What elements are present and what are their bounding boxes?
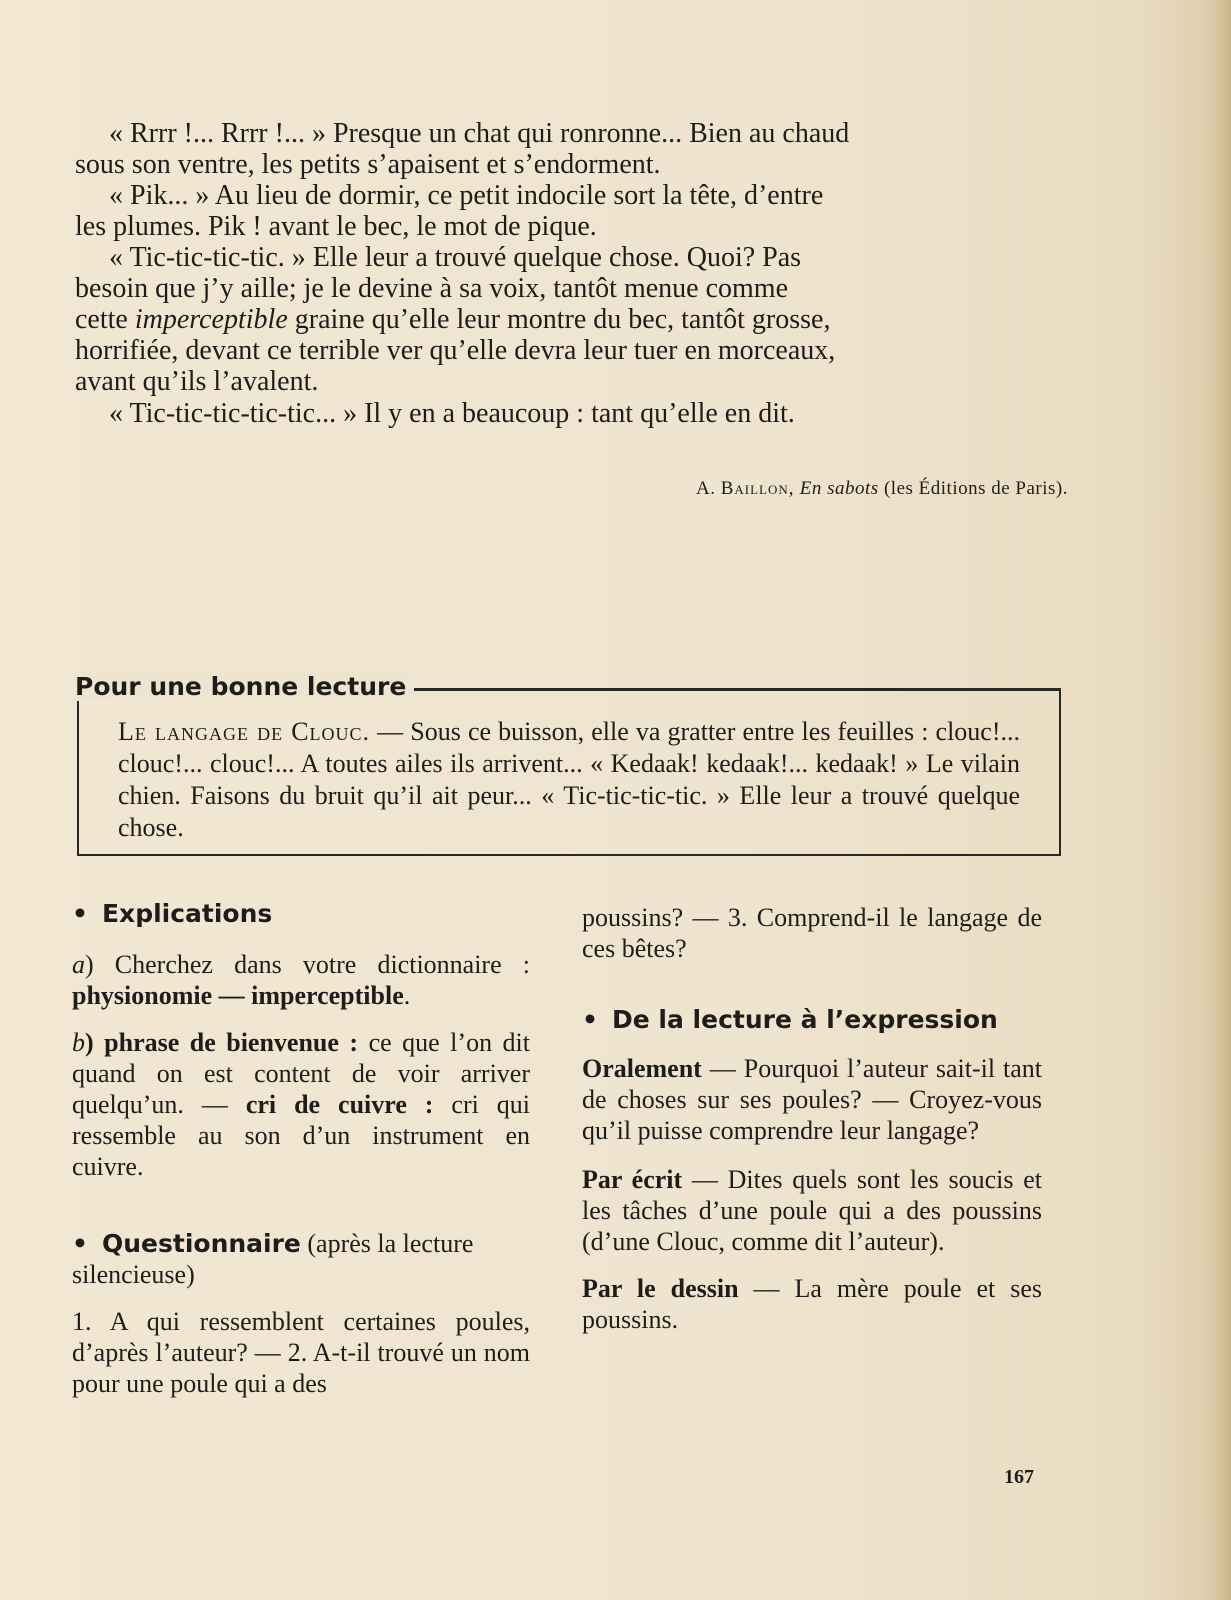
explications-title: • Explications xyxy=(72,899,273,928)
left-column xyxy=(72,898,530,1399)
questionnaire-text-continued: poussins? — 3. Comprend-il le langage de ces bêtes? xyxy=(582,903,1042,963)
questionnaire-heading: • Questionnaire (après la lecture silencieuse) xyxy=(72,1229,474,1289)
expression-oral: Oralement — Pourquoi l’auteur sait-il tant de choses sur ses poules? — Croyez-vous qu’il puisse comprendre leur langage? xyxy=(582,1054,1042,1145)
story-paragraph-4: « Tic-tic-tic-tic-tic... » Il y en a beaucoup : tant qu’elle en dit. xyxy=(109,398,795,429)
expression-title: • De la lecture à l’expression xyxy=(582,1005,998,1034)
source-credit: A. Baillon, En sabots (les Éditions de Paris). xyxy=(695,478,1068,499)
questionnaire-title: • Questionnaire xyxy=(72,1229,301,1258)
story-paragraph-3: « Tic-tic-tic-tic. » Elle leur a trouvé quelque chose. Quoi? Pas besoin que j’y aille; je le devine à sa voix, tantôt menue comme cette imperceptible graine qu’elle leur montre du bec, tantôt grosse, horrifiée, devant ce terrible ver qu’elle devra leur tuer en morceaux, avant qu’ils l’avalent. xyxy=(75,242,836,397)
reading-box-text: Le langage de Clouc. — Sous ce buisson, elle va gratter entre les feuilles : clouc!... clouc!... clouc!... A toutes ailes ils arrivent... « Kedaak! kedaak!... kedaak! » Le vilain chien. Faisons du bruit qu’il ait peur... « Tic-tic-tic-tic. » Elle leur a trouvé quelque chose. xyxy=(118,717,1020,842)
story-paragraph-2: « Pik... » Au lieu de dormir, ce petit indocile sort la tête, d’entre les plumes. Pik ! avant le bec, le mot de pique. xyxy=(75,180,824,242)
story-paragraph-1: « Rrrr !... Rrrr !... » Presque un chat qui ronronne... Bien au chaud sous son ventre, les petits s’apaisent et s’endorment. xyxy=(75,118,850,180)
expression-ecrit: Par écrit — Dites quels sont les soucis et les tâches d’une poule qui a des poussins (d’une Clouc, comme dit l’auteur). xyxy=(582,1165,1042,1256)
explication-b: b) phrase de bienvenue : ce que l’on dit quand on est content de voir arriver quelqu’un. — cri de cuivre : cri qui ressemble au son d’un instrument en cuivre. xyxy=(72,1028,531,1181)
questionnaire-text: 1. A qui ressemblent certaines poules, d’après l’auteur? — 2. A-t-il trouvé un nom pour une poule qui a des xyxy=(72,1307,530,1398)
page-edge xyxy=(1205,0,1231,1600)
reading-box-title: Pour une bonne lecture xyxy=(75,672,414,701)
right-column xyxy=(582,902,1042,1335)
explication-a: a) Cherchez dans votre dictionnaire : physionomie — imperceptible. xyxy=(72,950,530,1010)
page-number: 167 xyxy=(1004,1466,1034,1488)
expression-dessin: Par le dessin — La mère poule et ses poussins. xyxy=(582,1274,1043,1334)
